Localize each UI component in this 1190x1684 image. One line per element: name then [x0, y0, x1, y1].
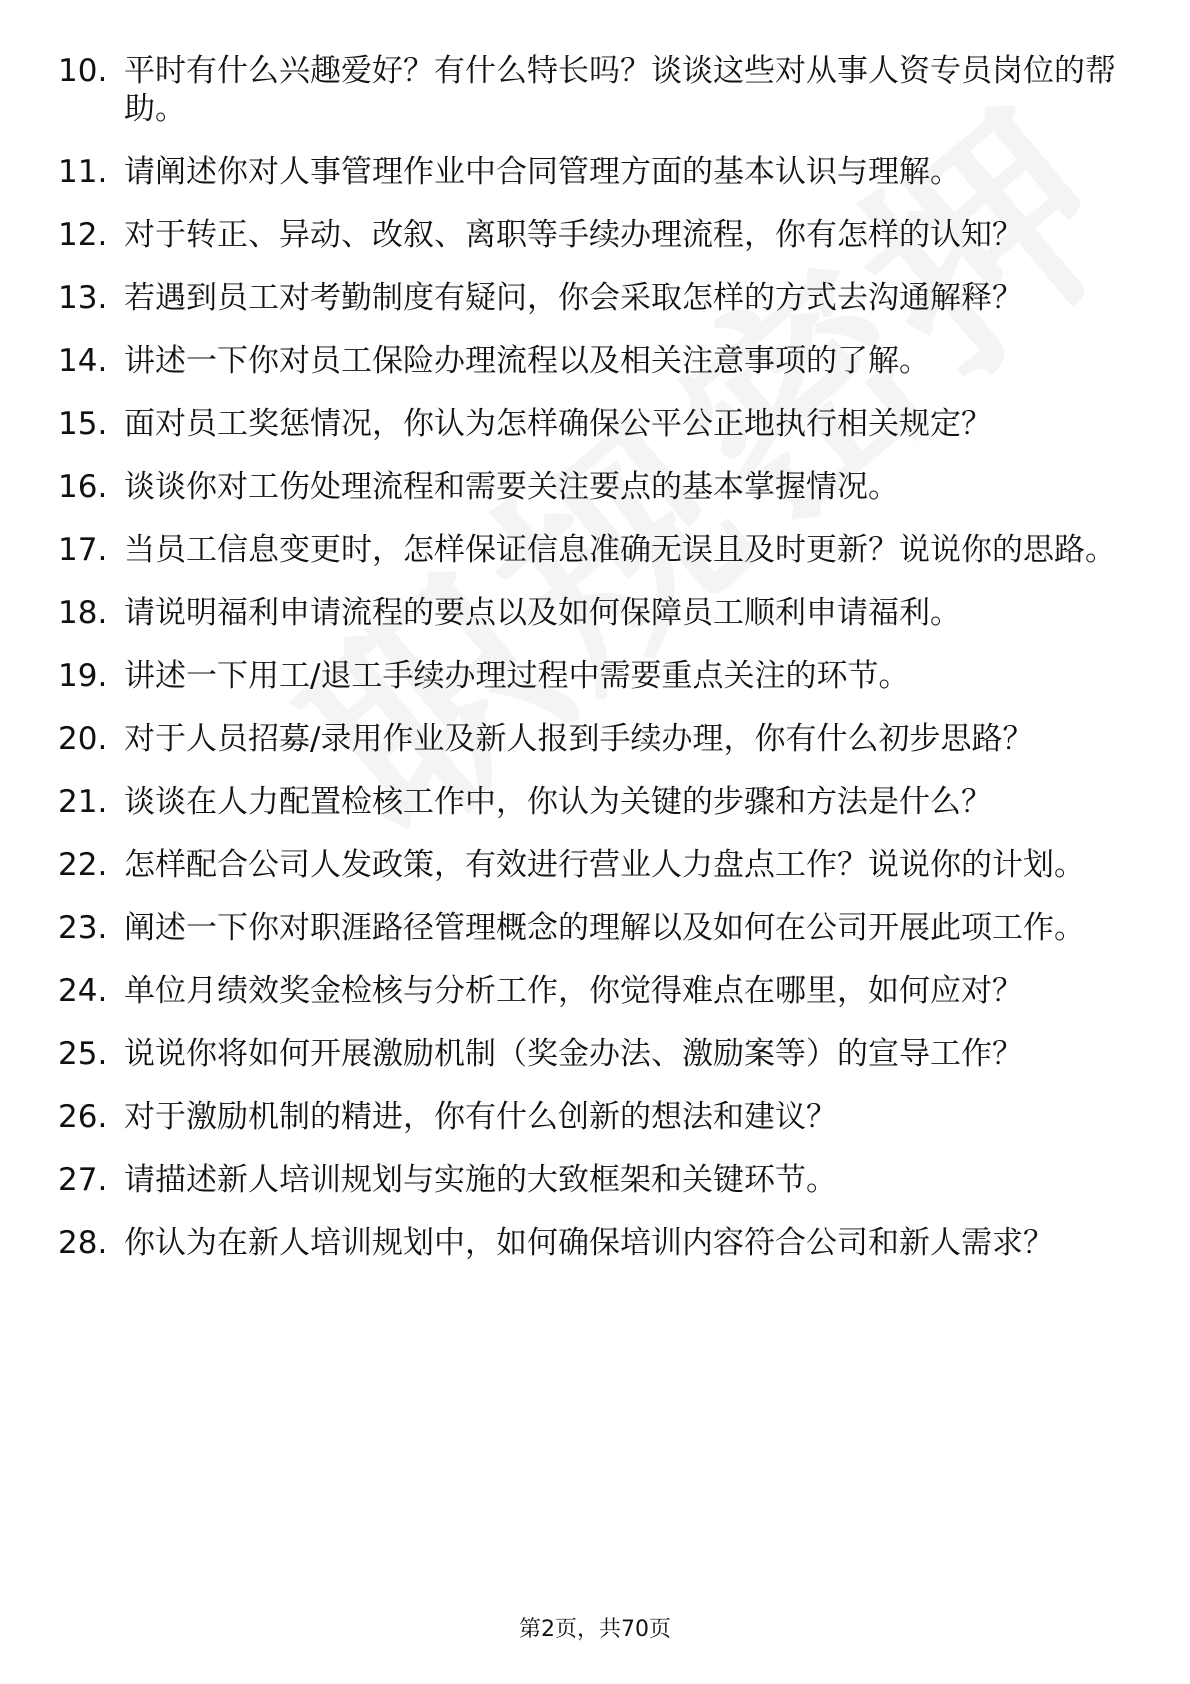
list-item — [58, 468, 1118, 506]
question-number: 24. — [58, 973, 108, 1009]
list-item — [58, 783, 1118, 821]
question-number: 21. — [58, 784, 108, 820]
question-text: 讲述一下用工/退工手续办理过程中需要重点关注的环节。 — [124, 658, 910, 694]
question-text: 阐述一下你对职涯路径管理概念的理解以及如何在公司开展此项工作。 — [124, 910, 1085, 946]
list-item — [58, 972, 1118, 1010]
list-item — [58, 279, 1118, 317]
question-number: 16. — [58, 469, 108, 505]
question-number: 28. — [58, 1225, 108, 1261]
question-text: 请阐述你对人事管理作业中合同管理方面的基本认识与理解。 — [124, 154, 961, 190]
question-text: 谈谈你对工伤处理流程和需要关注要点的基本掌握情况。 — [124, 469, 899, 505]
list-item — [58, 52, 1118, 128]
question-text: 若遇到员工对考勤制度有疑问，你会采取怎样的方式去沟通解释？ — [124, 280, 1023, 316]
question-text: 你认为在新人培训规划中，如何确保培训内容符合公司和新人需求？ — [124, 1225, 1054, 1261]
list-item — [58, 531, 1118, 569]
question-text: 当员工信息变更时，怎样保证信息准确无误且及时更新？说说你的思路。 — [124, 532, 1116, 568]
question-number: 23. — [58, 910, 108, 946]
list-item — [58, 1098, 1118, 1136]
question-text: 谈谈在人力配置检核工作中，你认为关键的步骤和方法是什么？ — [124, 784, 992, 820]
question-text: 请描述新人培训规划与实施的大致框架和关键环节。 — [124, 1162, 837, 1198]
question-number: 12. — [58, 217, 108, 253]
list-item — [58, 153, 1118, 191]
list-item — [58, 342, 1118, 380]
question-number: 14. — [58, 343, 108, 379]
list-item — [58, 1161, 1118, 1199]
question-number: 26. — [58, 1099, 108, 1135]
question-number: 15. — [58, 406, 108, 442]
question-number: 25. — [58, 1036, 108, 1072]
question-text: 平时有什么兴趣爱好？有什么特长吗？谈谈这些对从事人资专员岗位的帮助。 — [124, 53, 1116, 127]
list-item — [58, 657, 1118, 695]
list-item — [58, 1035, 1118, 1073]
question-text: 说说你将如何开展激励机制（奖金办法、激励案等）的宣导工作？ — [124, 1036, 1023, 1072]
list-item — [58, 720, 1118, 758]
list-item — [58, 909, 1118, 947]
question-number: 19. — [58, 658, 108, 694]
question-text: 对于转正、异动、改叙、离职等手续办理流程，你有怎样的认知？ — [124, 217, 1023, 253]
question-text: 单位月绩效奖金检核与分析工作，你觉得难点在哪里，如何应对？ — [124, 973, 1023, 1009]
question-number: 20. — [58, 721, 108, 757]
page-number: 第2页，共70页 — [519, 1617, 671, 1642]
question-text: 对于人员招募/录用作业及新人报到手续办理，你有什么初步思路？ — [124, 721, 1034, 757]
question-number: 13. — [58, 280, 108, 316]
question-number: 10. — [58, 53, 108, 89]
question-text: 面对员工奖惩情况，你认为怎样确保公平公正地执行相关规定？ — [124, 406, 992, 442]
question-number: 17. — [58, 532, 108, 568]
list-item — [58, 405, 1118, 443]
question-number: 18. — [58, 595, 108, 631]
list-item — [58, 594, 1118, 632]
list-item — [58, 846, 1118, 884]
question-number: 22. — [58, 847, 108, 883]
question-text: 讲述一下你对员工保险办理流程以及相关注意事项的了解。 — [124, 343, 930, 379]
question-list — [58, 52, 1118, 1287]
list-item — [58, 216, 1118, 254]
question-text: 对于激励机制的精进，你有什么创新的想法和建议？ — [124, 1099, 837, 1135]
list-item — [58, 1224, 1118, 1262]
question-text: 怎样配合公司人发政策，有效进行营业人力盘点工作？说说你的计划。 — [124, 847, 1085, 883]
question-text: 请说明福利申请流程的要点以及如何保障员工顺利申请福利。 — [124, 595, 961, 631]
question-number: 27. — [58, 1162, 108, 1198]
question-number: 11. — [58, 154, 108, 190]
